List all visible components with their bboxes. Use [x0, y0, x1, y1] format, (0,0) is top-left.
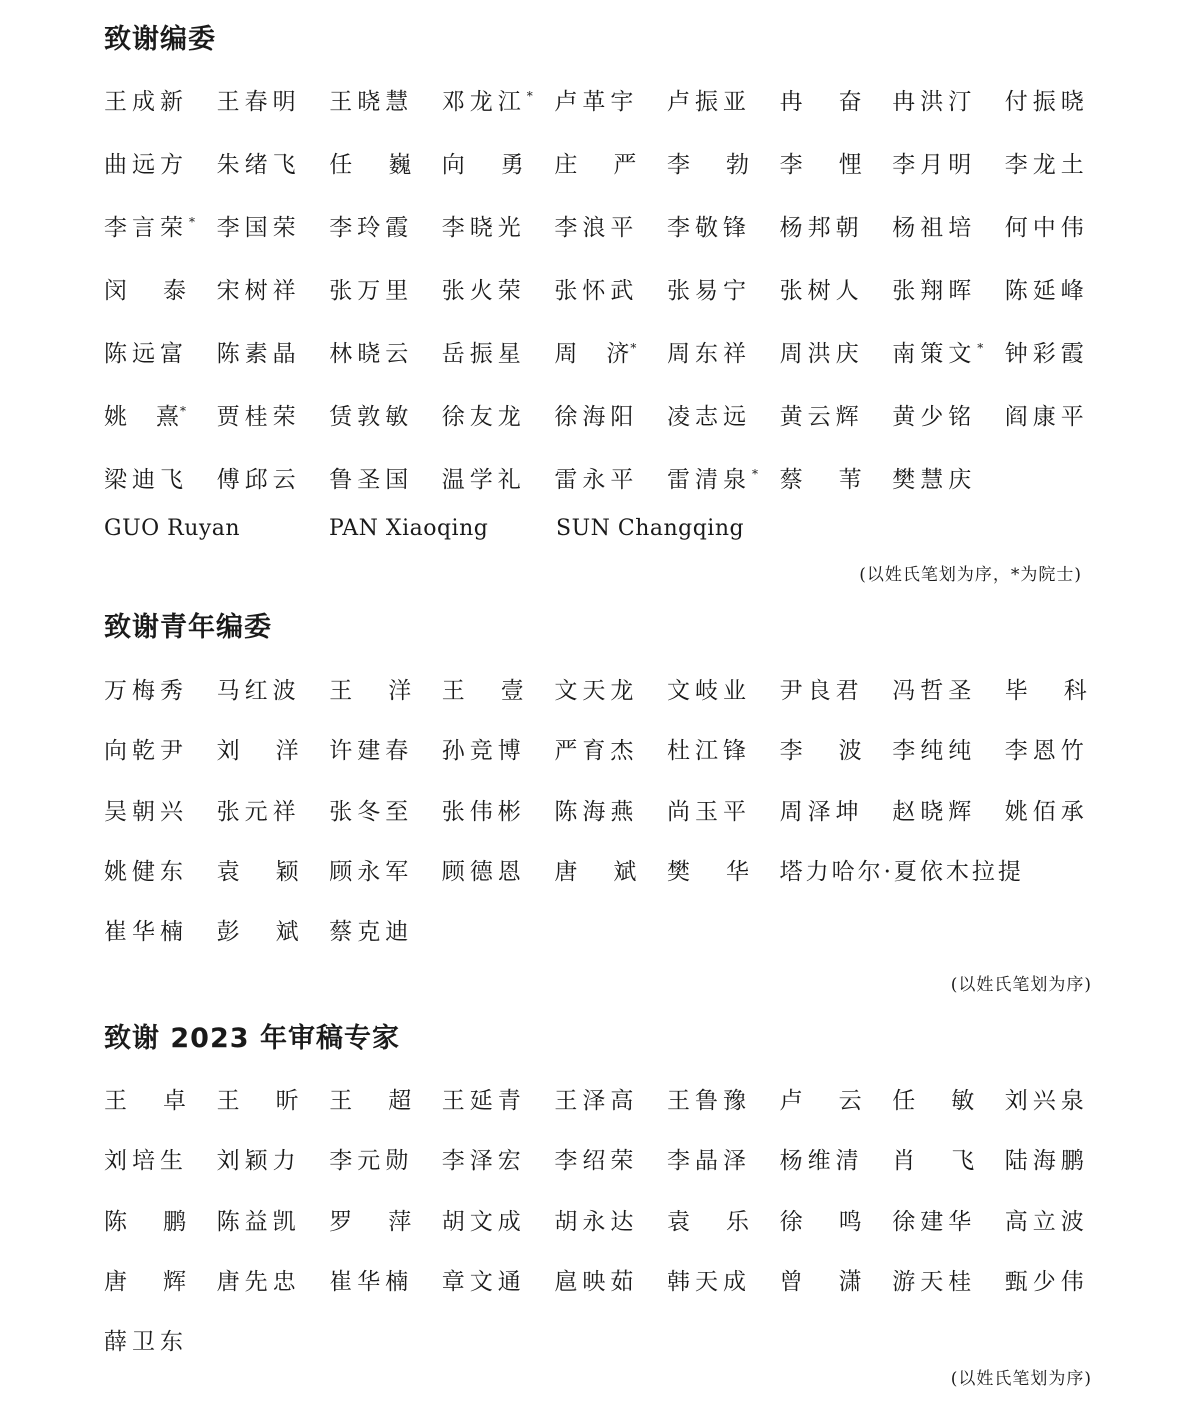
person-name: 王鲁豫 — [667, 1088, 751, 1114]
person-name: 徐海阳 — [554, 404, 639, 430]
person-name: 黄云辉 — [779, 404, 864, 430]
person-name: 李元勋 — [329, 1148, 414, 1175]
person-name: 李泽宏 — [441, 1148, 526, 1175]
person-name: 贾桂荣 — [216, 404, 301, 430]
name-row — [104, 149, 1104, 181]
person-name: 章文通 — [441, 1268, 526, 1295]
person-name: 张树人 — [779, 278, 864, 304]
person-name: 陆海鹏 — [1004, 1148, 1089, 1175]
person-name: 张冬至 — [329, 798, 414, 825]
person-name: 李敬锋 — [667, 215, 751, 241]
name-row — [104, 1326, 1104, 1358]
person-name: 雷永平 — [554, 467, 639, 493]
section-heading-reviewers-2023: 致谢 2023 年审稿专家 — [104, 1023, 400, 1054]
section-heading-editorial-board: 致谢编委 — [104, 24, 216, 55]
person-name: 严育杰 — [554, 738, 639, 765]
person-name: 胡文成 — [441, 1208, 526, 1235]
person-name: 王晓慧 — [329, 89, 414, 115]
person-name: 张易宁 — [667, 278, 751, 304]
person-name: 姚健东 — [104, 858, 188, 885]
person-name: 唐 斌 — [554, 858, 637, 885]
person-name: 李晓光 — [441, 215, 526, 241]
person-name: 王 超 — [329, 1088, 412, 1114]
person-name: 姚佰承 — [1004, 798, 1089, 825]
ordering-note: (以姓氏笔划为序) — [950, 975, 1092, 995]
name-row — [104, 856, 1104, 888]
person-name: 李晶泽 — [667, 1148, 751, 1175]
person-name: 王成新 — [104, 89, 188, 115]
person-name: 文岐业 — [667, 678, 751, 704]
person-name: 李恩竹 — [1004, 738, 1089, 765]
person-name: 王 昕 — [216, 1088, 299, 1114]
person-name: 张伟彬 — [441, 798, 526, 825]
person-name: 崔华楠 — [329, 1268, 414, 1295]
person-name: 刘 洋 — [216, 738, 299, 765]
person-name: 李浪平 — [554, 215, 639, 241]
person-name: 塔力哈尔·夏依木拉提 — [779, 858, 1024, 885]
person-name: 赵晓辉 — [892, 798, 977, 825]
person-name: 阎康平 — [1004, 404, 1089, 430]
person-name: 刘培生 — [104, 1148, 188, 1175]
name-row — [104, 464, 1104, 496]
person-name: 赁敦敏 — [329, 404, 414, 430]
person-name: 袁 乐 — [667, 1208, 749, 1235]
person-name: 顾永军 — [329, 858, 414, 885]
person-name: 李玲霞 — [329, 215, 414, 241]
person-name: 温学礼 — [441, 467, 526, 493]
person-name: 杜江锋 — [667, 738, 751, 765]
person-name: 张元祥 — [216, 798, 301, 825]
person-name: 周泽坤 — [779, 798, 864, 825]
person-name: 尹良君 — [779, 678, 864, 704]
person-name: 王 卓 — [104, 1088, 186, 1114]
person-name: 徐友龙 — [441, 404, 526, 430]
person-name: 扈映茹 — [554, 1268, 639, 1295]
person-name: 张万里 — [329, 278, 414, 304]
person-name: 吴朝兴 — [104, 798, 188, 825]
person-name: 王春明 — [216, 89, 301, 115]
person-name: 万梅秀 — [104, 678, 188, 704]
name-row — [104, 916, 1104, 948]
person-name: 刘兴泉 — [1004, 1088, 1089, 1114]
person-name: 周东祥 — [667, 341, 751, 367]
person-name: 李纯纯 — [892, 738, 977, 765]
person-name: 傅邱云 — [216, 467, 301, 493]
person-name: 凌志远 — [667, 404, 751, 430]
person-name: 向 勇 — [441, 152, 524, 178]
person-name: 林晓云 — [329, 341, 414, 367]
name-row — [104, 735, 1104, 767]
person-name: 杨祖培 — [892, 215, 977, 241]
person-name: 高立波 — [1004, 1208, 1089, 1235]
name-row — [104, 212, 1104, 244]
person-name: 马红波 — [216, 678, 301, 704]
person-name: 李龙土 — [1004, 152, 1089, 178]
person-name: 胡永达 — [554, 1208, 639, 1235]
person-name: 肖 飞 — [892, 1148, 975, 1175]
person-name: 庄 严 — [554, 152, 637, 178]
person-name: 何中伟 — [1004, 215, 1089, 241]
person-name: 陈益凯 — [216, 1208, 301, 1235]
person-name: 任 敏 — [892, 1088, 975, 1114]
person-name: 李 悝 — [779, 152, 862, 178]
person-name: 顾德恩 — [441, 858, 526, 885]
person-name: 任 巍 — [329, 152, 412, 178]
person-name: 李国荣 — [216, 215, 301, 241]
person-name: 梁迪飞 — [104, 467, 188, 493]
person-name: 南策文* — [892, 341, 989, 367]
name-row — [104, 675, 1104, 707]
person-name: 彭 斌 — [216, 919, 299, 946]
latin-name: SUN Changqing — [556, 516, 745, 541]
person-name: 闵 泰 — [104, 278, 186, 304]
person-name: 陈素晶 — [216, 341, 301, 367]
name-row — [104, 1206, 1104, 1238]
person-name: 孙竞博 — [441, 738, 526, 765]
person-name: 陈远富 — [104, 341, 188, 367]
person-name: 宋树祥 — [216, 278, 301, 304]
person-name: 韩天成 — [667, 1268, 751, 1295]
person-name: 曲远方 — [104, 152, 188, 178]
person-name: 陈延峰 — [1004, 278, 1089, 304]
person-name: 杨维清 — [779, 1148, 864, 1175]
person-name: 李 波 — [779, 738, 862, 765]
person-name: 薛卫东 — [104, 1329, 188, 1356]
person-name: 岳振星 — [441, 341, 526, 367]
person-name: 周洪庆 — [779, 341, 864, 367]
person-name: 文天龙 — [554, 678, 639, 704]
person-name: 崔华楠 — [104, 919, 188, 946]
person-name: 卢革宇 — [554, 89, 639, 115]
person-name: 付振晓 — [1004, 89, 1089, 115]
person-name: 王泽高 — [554, 1088, 639, 1114]
person-name: 向乾尹 — [104, 738, 188, 765]
name-row — [104, 796, 1104, 828]
person-name: 曾 潇 — [779, 1268, 862, 1295]
name-row — [104, 338, 1104, 370]
ordering-note: (以姓氏笔划为序) — [950, 1369, 1092, 1389]
person-name: 毕 科 — [1004, 678, 1087, 704]
person-name: 樊慧庆 — [892, 467, 977, 493]
ordering-note: (以姓氏笔划为序，*为院士) — [859, 565, 1082, 585]
person-name: 张火荣 — [441, 278, 526, 304]
person-name: 尚玉平 — [667, 798, 751, 825]
person-name: 王延青 — [441, 1088, 526, 1114]
latin-name: GUO Ruyan — [104, 516, 241, 541]
name-row — [104, 401, 1104, 433]
person-name: 陈海燕 — [554, 798, 639, 825]
person-name: 冉 奋 — [779, 89, 862, 115]
person-name: 张翔晖 — [892, 278, 977, 304]
person-name: 唐 辉 — [104, 1268, 186, 1295]
name-row — [104, 86, 1104, 118]
person-name: 姚 熹* — [104, 404, 186, 430]
person-name: 邓龙江* — [441, 89, 538, 115]
person-name: 刘颖力 — [216, 1148, 301, 1175]
person-name: 唐先忠 — [216, 1268, 301, 1295]
person-name: 甄少伟 — [1004, 1268, 1089, 1295]
person-name: 游天桂 — [892, 1268, 977, 1295]
person-name: 罗 萍 — [329, 1208, 412, 1235]
latin-name: PAN Xiaoqing — [329, 516, 489, 541]
person-name: 樊 华 — [667, 858, 749, 885]
person-name: 雷清泉* — [667, 467, 763, 493]
person-name: 徐建华 — [892, 1208, 977, 1235]
person-name: 徐 鸣 — [779, 1208, 862, 1235]
person-name: 卢振亚 — [667, 89, 751, 115]
person-name: 李言荣* — [104, 215, 200, 241]
name-row — [104, 1085, 1104, 1117]
person-name: 蔡 苇 — [779, 467, 862, 493]
person-name: 周 济* — [554, 341, 637, 367]
person-name: 钟彩霞 — [1004, 341, 1089, 367]
person-name: 杨邦朝 — [779, 215, 864, 241]
person-name: 王 壹 — [441, 678, 524, 704]
person-name: 鲁圣国 — [329, 467, 414, 493]
person-name: 许建春 — [329, 738, 414, 765]
person-name: 蔡克迪 — [329, 919, 414, 946]
person-name: 李 勃 — [667, 152, 749, 178]
person-name: 冉洪汀 — [892, 89, 977, 115]
person-name: 冯哲圣 — [892, 678, 977, 704]
name-row — [104, 275, 1104, 307]
person-name: 李月明 — [892, 152, 977, 178]
person-name: 袁 颖 — [216, 858, 299, 885]
name-row — [104, 1145, 1104, 1177]
person-name: 黄少铭 — [892, 404, 977, 430]
name-row — [104, 1266, 1104, 1298]
person-name: 王 洋 — [329, 678, 412, 704]
person-name: 李绍荣 — [554, 1148, 639, 1175]
person-name: 张怀武 — [554, 278, 639, 304]
person-name: 卢 云 — [779, 1088, 862, 1114]
person-name: 陈 鹏 — [104, 1208, 186, 1235]
section-heading-young-editorial-board: 致谢青年编委 — [104, 612, 272, 643]
person-name: 朱绪飞 — [216, 152, 301, 178]
